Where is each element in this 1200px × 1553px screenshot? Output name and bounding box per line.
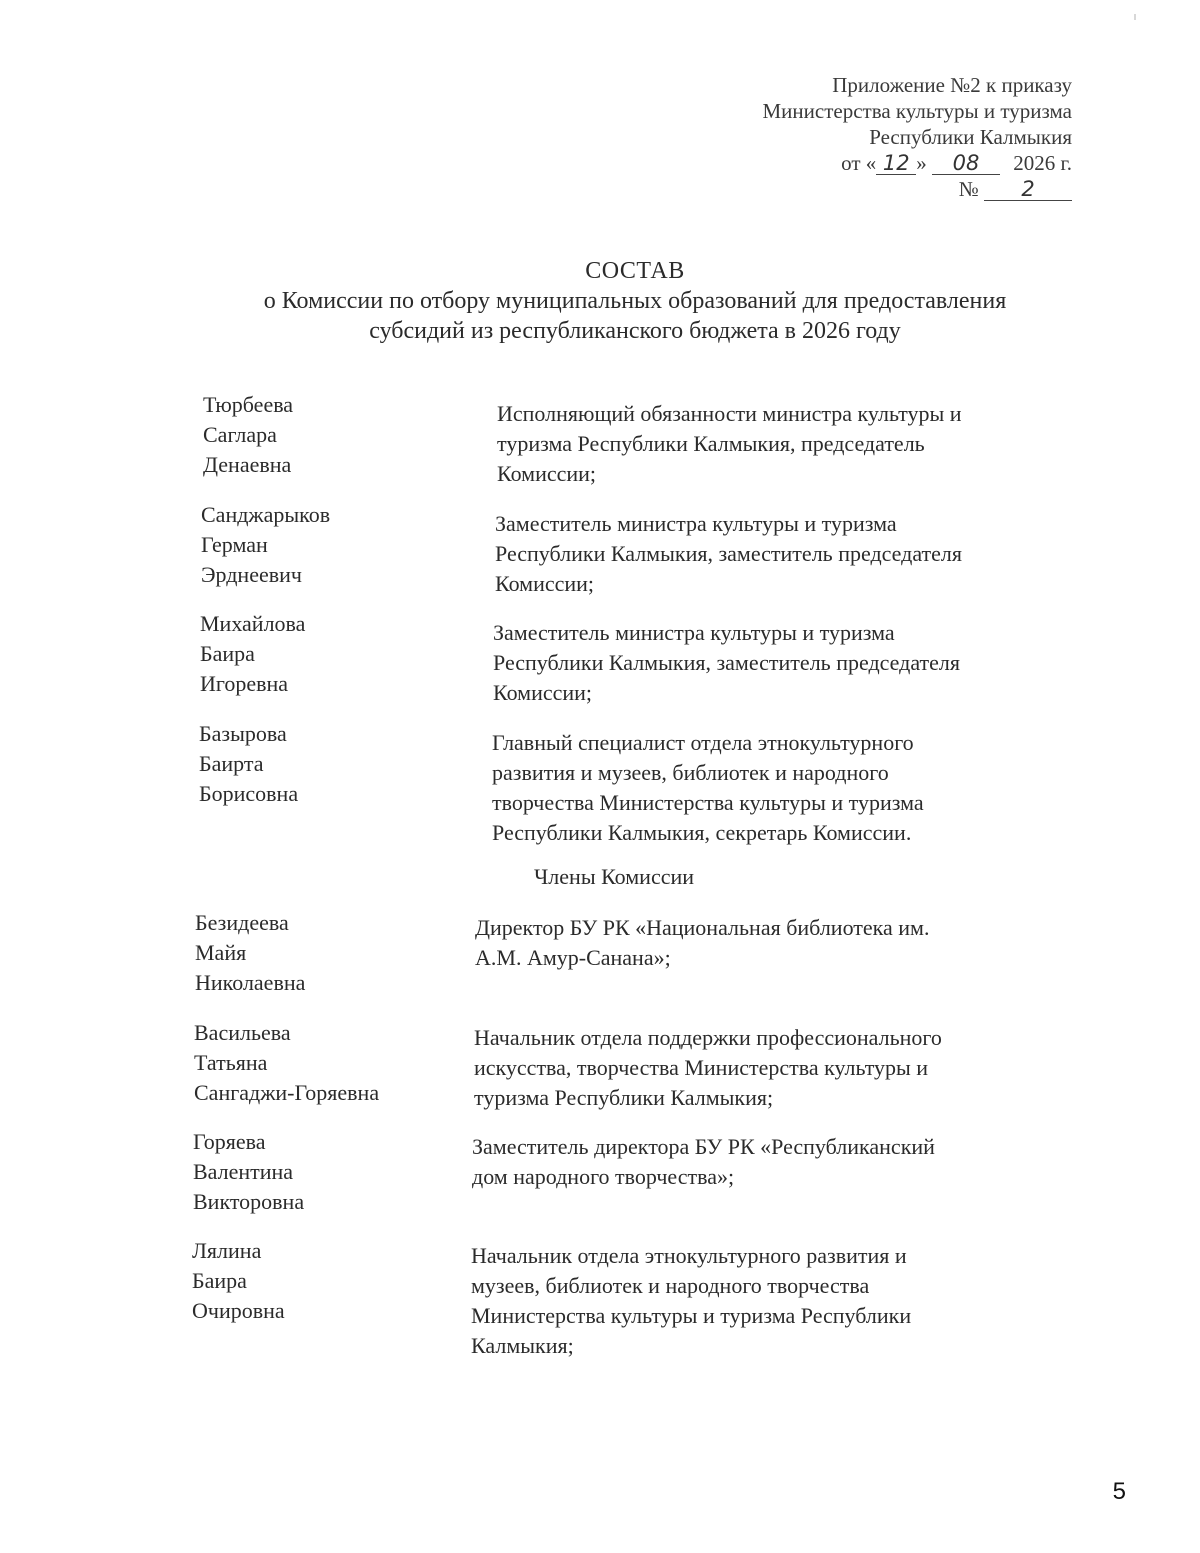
member-name <box>195 908 475 998</box>
member-role <box>492 728 1072 848</box>
role-line: Начальник отдела этнокультурного развития и <box>471 1243 907 1268</box>
role-line: Заместитель директора БУ РК «Республиканский <box>472 1134 935 1159</box>
first-name: Саглара <box>203 422 277 447</box>
title-line-3: субсидий из республиканского бюджета в 2026 году <box>369 318 901 344</box>
role-line: развития и музеев, библиотек и народного <box>492 760 889 785</box>
role-line: Директор БУ РК «Национальная библиотека им. <box>475 915 930 940</box>
first-name: Баира <box>192 1268 247 1293</box>
patronymic: Очировна <box>192 1298 285 1323</box>
role-line: Калмыкия; <box>471 1333 574 1358</box>
role-line: Заместитель министра культуры и туризма <box>493 620 895 645</box>
role-line: творчества Министерства культуры и туризма <box>492 790 924 815</box>
member-role <box>474 1023 1054 1113</box>
member-role <box>472 1132 1052 1192</box>
order-number: 2 <box>984 178 1072 201</box>
role-line: Комиссии; <box>493 680 593 705</box>
appendix-date-line <box>762 150 1072 176</box>
member-name <box>200 609 480 699</box>
first-name: Герман <box>201 532 268 557</box>
role-line: Заместитель министра культуры и туризма <box>495 511 897 536</box>
role-line: Исполняющий обязанности министра культуры и <box>497 401 962 426</box>
member-role <box>471 1241 1051 1361</box>
patronymic: Николаевна <box>195 970 306 995</box>
first-name: Баира <box>200 641 255 666</box>
member-role <box>493 618 1073 708</box>
role-line: музеев, библиотек и народного творчества <box>471 1273 870 1298</box>
date-mid: » <box>916 151 927 175</box>
role-line: искусства, творчества Министерства культуры и <box>474 1055 929 1080</box>
appendix-header <box>762 72 1072 202</box>
members-heading: Члены Комиссии <box>534 864 695 889</box>
patronymic: Денаевна <box>203 452 292 477</box>
patronymic: Эрднеевич <box>201 562 302 587</box>
role-line: А.М. Амур-Санана»; <box>475 945 671 970</box>
title-line-2: о Комиссии по отбору муниципальных образований для предоставления <box>263 288 1007 314</box>
patronymic: Сангаджи-Горяевна <box>194 1080 380 1105</box>
scan-speck <box>1134 14 1136 20</box>
role-line: Республики Калмыкия, секретарь Комиссии. <box>492 820 912 845</box>
title-line-1: СОСТАВ <box>585 258 685 284</box>
document-title <box>0 256 1200 346</box>
role-line: Республики Калмыкия, заместитель председателя <box>493 650 961 675</box>
member-name <box>203 390 483 480</box>
date-day: 12 <box>876 152 916 175</box>
member-role <box>497 399 1077 489</box>
surname: Лялина <box>192 1238 262 1263</box>
role-line: Министерства культуры и туризма Республики <box>471 1303 912 1328</box>
number-prefix: № <box>958 177 979 201</box>
role-line: Главный специалист отдела этнокультурного <box>492 730 914 755</box>
date-year: 2026 г. <box>1013 151 1072 175</box>
role-line: туризма Республики Калмыкия; <box>474 1085 774 1110</box>
patronymic: Борисовна <box>199 781 299 806</box>
surname: Тюрбеева <box>203 392 294 417</box>
member-name <box>193 1127 473 1217</box>
member-name <box>194 1018 474 1108</box>
order-number-line <box>762 176 1072 202</box>
surname: Горяева <box>193 1129 266 1154</box>
member-name <box>201 500 481 590</box>
role-line: Комиссии; <box>495 571 595 596</box>
appendix-line-2: Министерства культуры и туризма <box>762 99 1072 123</box>
surname: Базырова <box>199 721 287 746</box>
member-role <box>495 509 1075 599</box>
role-line: дом народного творчества»; <box>472 1164 735 1189</box>
role-line: Республики Калмыкия, заместитель председателя <box>495 541 963 566</box>
date-prefix: от « <box>841 151 877 175</box>
appendix-line-3: Республики Калмыкия <box>869 125 1072 149</box>
patronymic: Викторовна <box>193 1189 305 1214</box>
role-line: Комиссии; <box>497 461 597 486</box>
patronymic: Игоревна <box>200 671 289 696</box>
surname: Михайлова <box>200 611 306 636</box>
member-role <box>475 913 1055 973</box>
first-name: Майя <box>195 940 247 965</box>
first-name: Баирта <box>199 751 264 776</box>
role-line: туризма Республики Калмыкия, председатель <box>497 431 925 456</box>
appendix-line-1: Приложение №2 к приказу <box>832 73 1072 97</box>
first-name: Валентина <box>193 1159 294 1184</box>
member-name <box>199 719 479 809</box>
member-name <box>192 1236 472 1326</box>
date-month: 08 <box>932 152 1000 175</box>
role-line: Начальник отдела поддержки профессионального <box>474 1025 942 1050</box>
surname: Безидеева <box>195 910 289 935</box>
surname: Васильева <box>194 1020 291 1045</box>
first-name: Татьяна <box>194 1050 268 1075</box>
surname: Санджарыков <box>201 502 331 527</box>
page-number: 5 <box>1112 1478 1126 1505</box>
